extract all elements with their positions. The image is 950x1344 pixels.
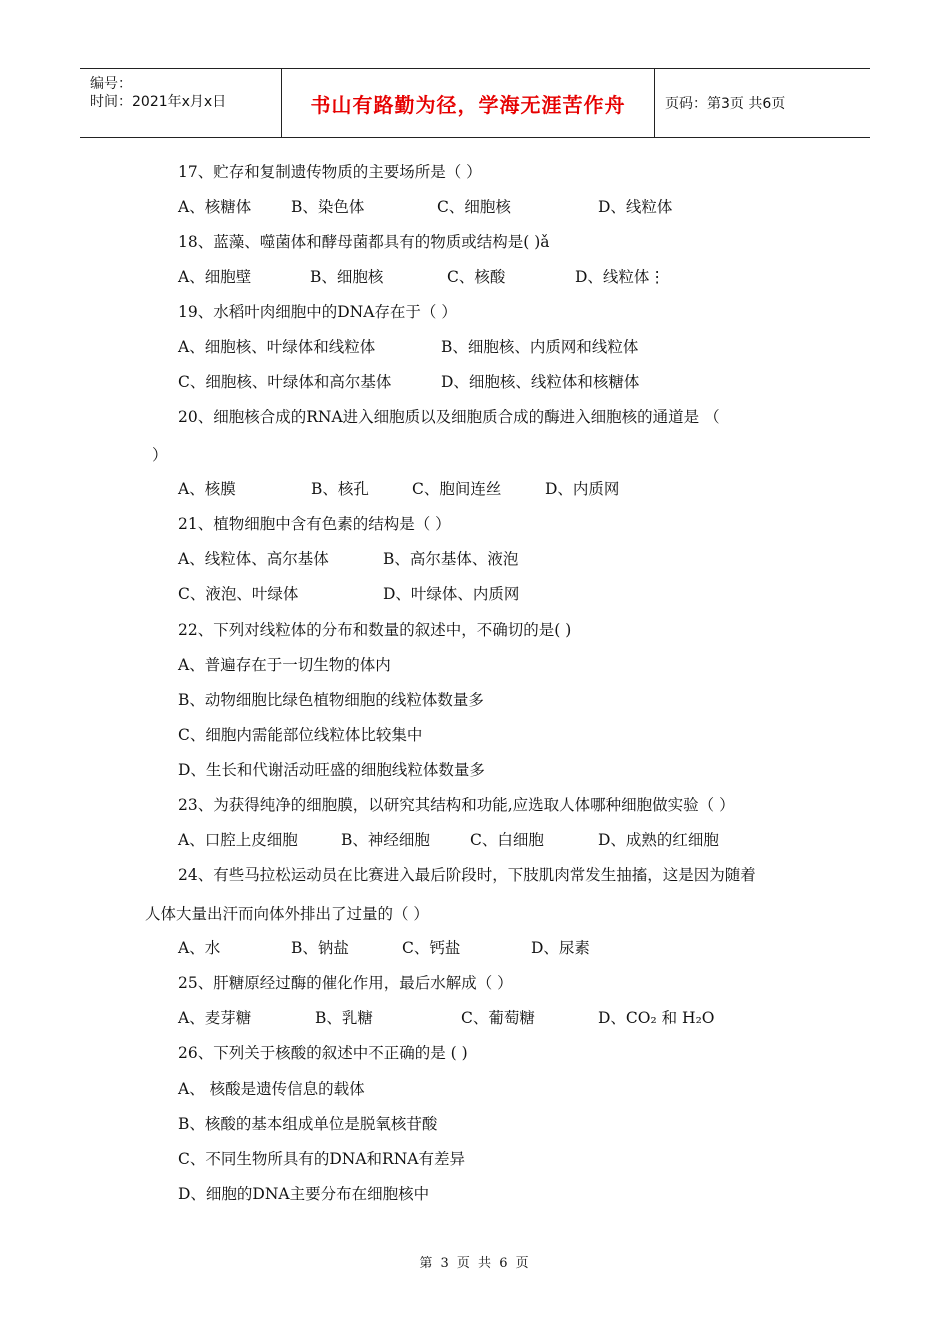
q17-option-b: B、染色体 bbox=[291, 198, 365, 216]
q25-option-a: A、麦芽糖 bbox=[178, 1009, 252, 1027]
q26-option-b: B、核酸的基本组成单位是脱氧核苷酸 bbox=[178, 1115, 438, 1133]
q18-option-d: D、线粒体⋮ bbox=[575, 268, 665, 286]
header-page-cell bbox=[655, 69, 870, 137]
q21-option-d: D、叶绿体、内质网 bbox=[383, 585, 520, 603]
q22-option-a: A、普遍存在于一切生物的体内 bbox=[178, 656, 391, 674]
q22-option-b: B、动物细胞比绿色植物细胞的线粒体数量多 bbox=[178, 691, 484, 709]
question-21-stem: 21、植物细胞中含有色素的结构是（ ） bbox=[178, 515, 451, 533]
header-motto-cell bbox=[282, 69, 655, 137]
q26-option-c: C、不同生物所具有的DNA和RNA有差异 bbox=[178, 1150, 465, 1168]
question-24-stem: 24、有些马拉松运动员在比赛进入最后阶段时，下肢肌肉常发生抽搐，这是因为随着 bbox=[178, 866, 756, 884]
q19-option-b: B、细胞核、内质网和线粒体 bbox=[441, 338, 639, 356]
q18-option-b: B、细胞核 bbox=[310, 268, 384, 286]
q26-option-d: D、细胞的DNA主要分布在细胞核中 bbox=[178, 1185, 430, 1203]
q23-option-b: B、神经细胞 bbox=[341, 831, 430, 849]
question-26-stem: 26、下列关于核酸的叙述中不正确的是 ( ) bbox=[178, 1044, 468, 1062]
question-18-stem: 18、蓝藻、噬菌体和酵母菌都具有的物质或结构是( )ǎ bbox=[178, 233, 550, 251]
q21-option-c: C、液泡、叶绿体 bbox=[178, 585, 299, 603]
motto-text: 书山有路勤为径，学海无涯苦作舟 bbox=[310, 92, 626, 117]
q18-option-c: C、核酸 bbox=[447, 268, 506, 286]
question-19-stem: 19、水稻叶肉细胞中的DNA存在于（ ） bbox=[178, 303, 457, 321]
q23-option-a: A、口腔上皮细胞 bbox=[178, 831, 298, 849]
q24-option-b: B、钠盐 bbox=[291, 939, 349, 957]
q19-option-a: A、细胞核、叶绿体和线粒体 bbox=[178, 338, 376, 356]
q21-option-b: B、高尔基体、液泡 bbox=[383, 550, 519, 568]
question-20-stem-continued: ） bbox=[152, 446, 168, 464]
q19-option-d: D、细胞核、线粒体和核糖体 bbox=[441, 373, 640, 391]
q17-option-a: A、核糖体 bbox=[178, 198, 252, 216]
q25-option-d: D、CO₂ 和 H₂O bbox=[598, 1009, 715, 1027]
page-info-text: 页码：第3页 共6页 bbox=[665, 96, 786, 112]
page-footer: 第 3 页 共 6 页 bbox=[419, 1256, 531, 1271]
q20-option-b: B、核孔 bbox=[311, 480, 369, 498]
question-20-stem: 20、细胞核合成的RNA进入细胞质以及细胞质合成的酶进入细胞核的通道是 （ bbox=[178, 408, 720, 426]
header-meta-cell bbox=[80, 69, 282, 137]
q24-option-c: C、钙盐 bbox=[402, 939, 461, 957]
doc-date-label: 时间：2021年x月x日 bbox=[90, 94, 227, 110]
q20-option-d: D、内质网 bbox=[545, 480, 620, 498]
q21-option-a: A、线粒体、高尔基体 bbox=[178, 550, 329, 568]
question-24-stem-continued: 人体大量出汗而向体外排出了过量的（ ） bbox=[145, 905, 429, 923]
q24-option-a: A、水 bbox=[178, 939, 221, 957]
q23-option-c: C、白细胞 bbox=[470, 831, 544, 849]
question-23-stem: 23、为获得纯净的细胞膜，以研究其结构和功能,应选取人体哪种细胞做实验（ ） bbox=[178, 796, 735, 814]
q20-option-c: C、胞间连丝 bbox=[412, 480, 502, 498]
q22-option-d: D、生长和代谢活动旺盛的细胞线粒体数量多 bbox=[178, 761, 485, 779]
q17-option-c: C、细胞核 bbox=[437, 198, 511, 216]
question-25-stem: 25、肝糖原经过酶的催化作用，最后水解成（ ） bbox=[178, 974, 513, 992]
document-header bbox=[80, 68, 870, 138]
q22-option-c: C、细胞内需能部位线粒体比较集中 bbox=[178, 726, 423, 744]
q25-option-b: B、乳糖 bbox=[315, 1009, 373, 1027]
q19-option-c: C、细胞核、叶绿体和高尔基体 bbox=[178, 373, 392, 391]
q20-option-a: A、核膜 bbox=[178, 480, 236, 498]
doc-number-label: 编号： bbox=[90, 76, 132, 92]
q18-option-a: A、细胞壁 bbox=[178, 268, 252, 286]
q24-option-d: D、尿素 bbox=[531, 939, 590, 957]
q25-option-c: C、葡萄糖 bbox=[461, 1009, 535, 1027]
q17-option-d: D、线粒体 bbox=[598, 198, 673, 216]
question-17-stem: 17、贮存和复制遗传物质的主要场所是（ ） bbox=[178, 163, 482, 181]
question-22-stem: 22、下列对线粒体的分布和数量的叙述中，不确切的是( ) bbox=[178, 621, 572, 639]
q26-option-a: A、 核酸是遗传信息的载体 bbox=[178, 1080, 365, 1098]
q23-option-d: D、成熟的红细胞 bbox=[598, 831, 719, 849]
